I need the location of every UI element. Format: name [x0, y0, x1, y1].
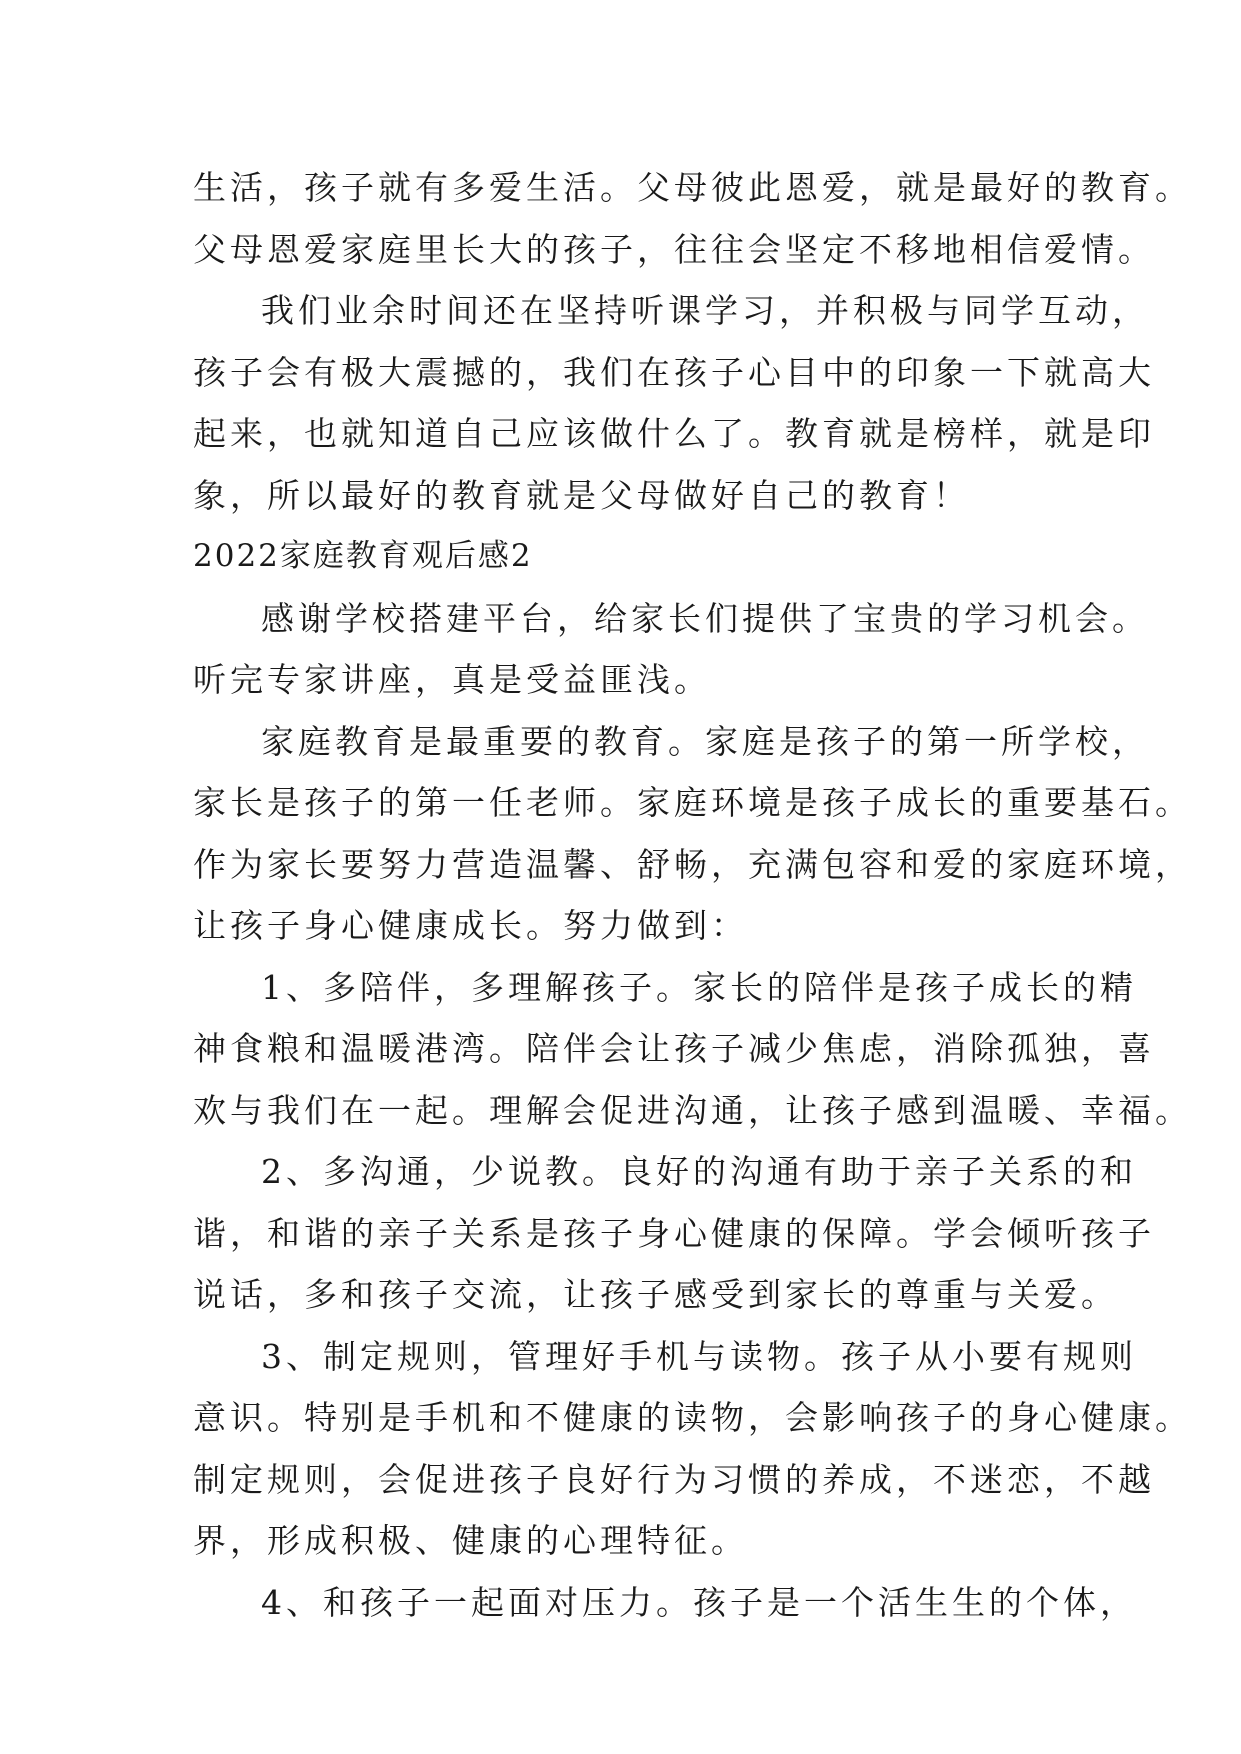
- text-line: 神食粮和温暖港湾。陪伴会让孩子减少焦虑，消除孤独，喜: [193, 1029, 1155, 1068]
- text-line: 制定规则，会促进孩子良好行为习惯的养成，不迷恋，不越: [193, 1459, 1155, 1499]
- text-line: 说话，多和孩子交流，让孩子感受到家长的尊重与关爱。: [193, 1275, 1118, 1314]
- text-line: 4、和孩子一起面对压力。孩子是一个活生生的个体，: [261, 1582, 1137, 1622]
- text-line: 意识。特别是手机和不健康的读物，会影响孩子的身心健康。: [193, 1398, 1192, 1437]
- text-line: 感谢学校搭建平台，给家长们提供了宝贵的学习机会。: [261, 598, 1149, 638]
- text-line: 听完专家讲座，真是受益匪浅。: [193, 660, 711, 699]
- text-line: 欢与我们在一起。理解会促进沟通，让孩子感到温暖、幸福。: [193, 1090, 1192, 1130]
- document-body: [193, 157, 1192, 1633]
- text-line: 谐，和谐的亲子关系是孩子身心健康的保障。学会倾听孩子: [193, 1213, 1155, 1253]
- text-line: 1、多陪伴，多理解孩子。家长的陪伴是孩子成长的精: [261, 967, 1137, 1007]
- text-line: 家长是孩子的第一任老师。家庭环境是孩子成长的重要基石。: [193, 783, 1192, 822]
- text-line: 父母恩爱家庭里长大的孩子，往往会坚定不移地相信爱情。: [193, 229, 1155, 269]
- text-line: 我们业余时间还在坚持听课学习，并积极与同学互动，: [261, 291, 1149, 330]
- text-line: 界，形成积极、健康的心理特征。: [193, 1521, 748, 1560]
- section-heading: 2022家庭教育观后感2: [193, 538, 533, 574]
- text-line: 作为家长要努力营造温馨、舒畅，充满包容和爱的家庭环境，: [193, 844, 1192, 884]
- text-line: 家庭教育是最重要的教育。家庭是孩子的第一所学校，: [261, 721, 1149, 761]
- text-line: 孩子会有极大震撼的，我们在孩子心目中的印象一下就高大: [193, 352, 1155, 392]
- text-line: 生活，孩子就有多爱生活。父母彼此恩爱，就是最好的教育。: [193, 168, 1192, 207]
- text-line: 起来，也就知道自己应该做什么了。教育就是榜样，就是印: [193, 414, 1155, 453]
- text-line: 象，所以最好的教育就是父母做好自己的教育！: [193, 475, 970, 515]
- text-line: 3、制定规则，管理好手机与读物。孩子从小要有规则: [261, 1336, 1137, 1376]
- text-line: 让孩子身心健康成长。努力做到：: [193, 906, 748, 945]
- text-line: 2、多沟通，少说教。良好的沟通有助于亲子关系的和: [261, 1152, 1137, 1191]
